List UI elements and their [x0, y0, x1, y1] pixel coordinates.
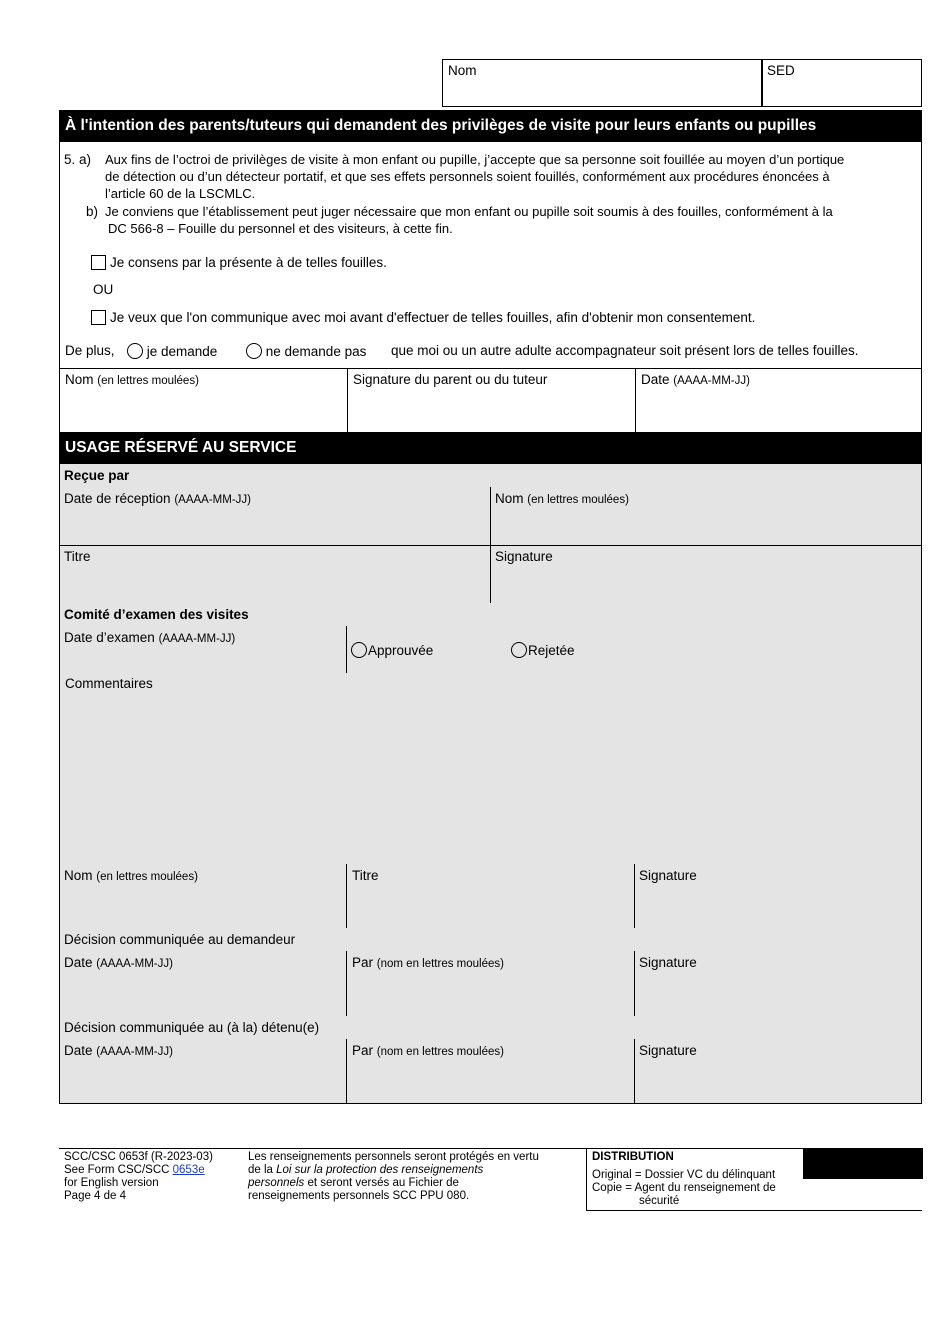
- decision-detenu-date-field[interactable]: [64, 1043, 173, 1058]
- recue-nom-field[interactable]: [495, 491, 629, 506]
- je-demande-radio[interactable]: [127, 343, 143, 359]
- comite-heading: Comité d’examen des visites: [64, 607, 249, 622]
- contact-label: Je veux que l'on communique avec moi avant d'effectuer de telles fouilles, afin d'obtenir mon consentement.: [110, 310, 756, 325]
- decision-detenu-par-hint: (nom en lettres moulées): [376, 1046, 504, 1058]
- distribution-copie: Copie = Agent du renseignement de: [592, 1182, 776, 1194]
- distribution-copie2: sécurité: [639, 1195, 680, 1207]
- footer-distribution: [586, 1148, 922, 1211]
- consent-option[interactable]: [91, 255, 387, 270]
- item-b-line1: Je conviens que l’établissement peut juger nécessaire que mon enfant ou pupille soit soumis à des fouilles, conformément à la: [105, 204, 833, 219]
- decision-detenu-heading: Décision communiquée au (à la) détenu(e): [64, 1020, 320, 1035]
- decision-detenu-par-field[interactable]: [352, 1043, 504, 1058]
- date-examen-label: Date d’examen: [64, 630, 155, 645]
- decision-demandeur-date-hint: (AAAA-MM-JJ): [96, 958, 173, 970]
- parent-nom-field[interactable]: [59, 368, 348, 433]
- privacy-line3a: personnels: [248, 1177, 305, 1189]
- date-examen-field[interactable]: [64, 630, 235, 645]
- approuvee-label: Approuvée: [368, 643, 434, 658]
- rejetee-option[interactable]: [511, 642, 575, 658]
- privacy-line2a: de la: [248, 1164, 273, 1176]
- je-demande-label: je demande: [146, 344, 218, 359]
- examiner-nom-label: Nom: [64, 868, 93, 883]
- consent-checkbox[interactable]: [91, 255, 106, 270]
- parent-nom-hint: (en lettres moulées): [97, 375, 199, 387]
- recue-signature-label[interactable]: Signature: [495, 549, 553, 564]
- je-demande-option[interactable]: [127, 343, 217, 359]
- date-reception-hint: (AAAA-MM-JJ): [174, 494, 252, 506]
- contact-checkbox[interactable]: [91, 310, 106, 325]
- deplus-rest: que moi ou un autre adulte accompagnateur soit présent lors de telles fouilles.: [391, 343, 859, 358]
- distribution-original: Original = Dossier VC du délinquant: [592, 1169, 776, 1181]
- privacy-line2b: Loi sur la protection des renseignements: [276, 1164, 484, 1176]
- consent-label: Je consens par la présente à de telles fouilles.: [110, 255, 387, 270]
- rejetee-radio[interactable]: [511, 642, 527, 658]
- distribution-black-box: [803, 1148, 923, 1179]
- ne-demande-pas-radio[interactable]: [246, 343, 262, 359]
- recue-titre-label[interactable]: Titre: [64, 549, 91, 564]
- decision-demandeur-heading: Décision communiquée au demandeur: [64, 932, 296, 947]
- section-header-service: USAGE RÉSERVÉ AU SERVICE: [59, 432, 922, 464]
- english-form-link[interactable]: 0653e: [172, 1164, 205, 1176]
- form-id: SCC/CSC 0653f (R-2023-03): [64, 1151, 213, 1163]
- item-b-num: b): [86, 204, 99, 219]
- approuvee-radio[interactable]: [351, 642, 367, 658]
- commentaires-label: Commentaires: [65, 676, 153, 691]
- parent-signature-label: Signature du parent ou du tuteur: [353, 372, 548, 387]
- page-number: Page 4 de 4: [64, 1190, 127, 1202]
- section-header-parents: À l'intention des parents/tuteurs qui demandent des privilèges de visite pour leurs enfants ou pupilles: [59, 110, 922, 142]
- decision-detenu-par-label: Par: [352, 1043, 374, 1058]
- decision-demandeur-par-label: Par: [352, 955, 374, 970]
- recue-nom-hint: (en lettres moulées): [527, 494, 629, 506]
- examiner-nom-field[interactable]: [64, 868, 198, 883]
- item-a-line2: de détection ou d’un détecteur portatif, et que ses effets personnels soient fouillés, conformément aux procédures énoncées à: [105, 169, 830, 184]
- footer-form-info: [64, 1151, 244, 1203]
- decision-detenu-date-label: Date: [64, 1043, 93, 1058]
- item-a-num: 5. a): [64, 152, 92, 167]
- privacy-line1: Les renseignements personnels seront protégés en vertu: [248, 1151, 539, 1163]
- ne-demande-pas-label: ne demande pas: [265, 344, 367, 359]
- decision-detenu-signature-label[interactable]: Signature: [639, 1043, 697, 1058]
- parent-date-label: Date: [641, 372, 670, 387]
- parent-signature-field[interactable]: [347, 368, 636, 433]
- decision-demandeur-date-label: Date: [64, 955, 93, 970]
- see-form: See Form CSC/SCC: [64, 1164, 170, 1176]
- decision-demandeur-par-field[interactable]: [352, 955, 504, 970]
- decision-demandeur-par-hint: (nom en lettres moulées): [376, 958, 504, 970]
- sed-label: SED: [767, 63, 795, 78]
- date-reception-field[interactable]: [64, 491, 251, 506]
- privacy-line3b: et seront versés au Fichier de: [307, 1177, 459, 1189]
- date-examen-hint: (AAAA-MM-JJ): [158, 633, 236, 645]
- nom-field[interactable]: [442, 59, 763, 107]
- decision-demandeur-signature-label[interactable]: Signature: [639, 955, 697, 970]
- commentaires-field[interactable]: [59, 673, 922, 865]
- recue-par-heading: Reçue par: [64, 468, 130, 483]
- english-version: for English version: [64, 1177, 159, 1189]
- parent-date-field[interactable]: [635, 368, 922, 433]
- item-b-line2: DC 566-8 – Fouille du personnel et des visiteurs, à cette fin.: [108, 221, 453, 236]
- item-a-line1: Aux fins de l’octroi de privilèges de visite à mon enfant ou pupille, j’accepte que sa personne soit fouillée au moyen d’un portique: [105, 152, 845, 167]
- contact-option[interactable]: [91, 310, 755, 325]
- examiner-nom-hint: (en lettres moulées): [96, 871, 198, 883]
- approuvee-option[interactable]: [351, 642, 433, 658]
- footer-privacy: [248, 1151, 584, 1203]
- distribution-title: DISTRIBUTION: [592, 1151, 674, 1163]
- nom-label: Nom: [448, 63, 477, 78]
- deplus-label: De plus,: [65, 343, 115, 358]
- item-a-line3: l’article 60 de la LSCMLC.: [105, 186, 256, 201]
- sed-field[interactable]: [761, 59, 922, 107]
- parent-date-hint: (AAAA-MM-JJ): [673, 375, 750, 387]
- ne-demande-pas-option[interactable]: [246, 343, 366, 359]
- privacy-line4: renseignements personnels SCC PPU 080.: [248, 1190, 470, 1202]
- ou-label: OU: [93, 282, 114, 297]
- rejetee-label: Rejetée: [528, 643, 575, 658]
- examiner-signature-label[interactable]: Signature: [639, 868, 697, 883]
- date-reception-label: Date de réception: [64, 491, 171, 506]
- decision-demandeur-date-field[interactable]: [64, 955, 173, 970]
- recue-nom-label: Nom: [495, 491, 524, 506]
- examiner-titre-label[interactable]: Titre: [352, 868, 379, 883]
- decision-detenu-date-hint: (AAAA-MM-JJ): [96, 1046, 173, 1058]
- parent-nom-label: Nom: [65, 372, 94, 387]
